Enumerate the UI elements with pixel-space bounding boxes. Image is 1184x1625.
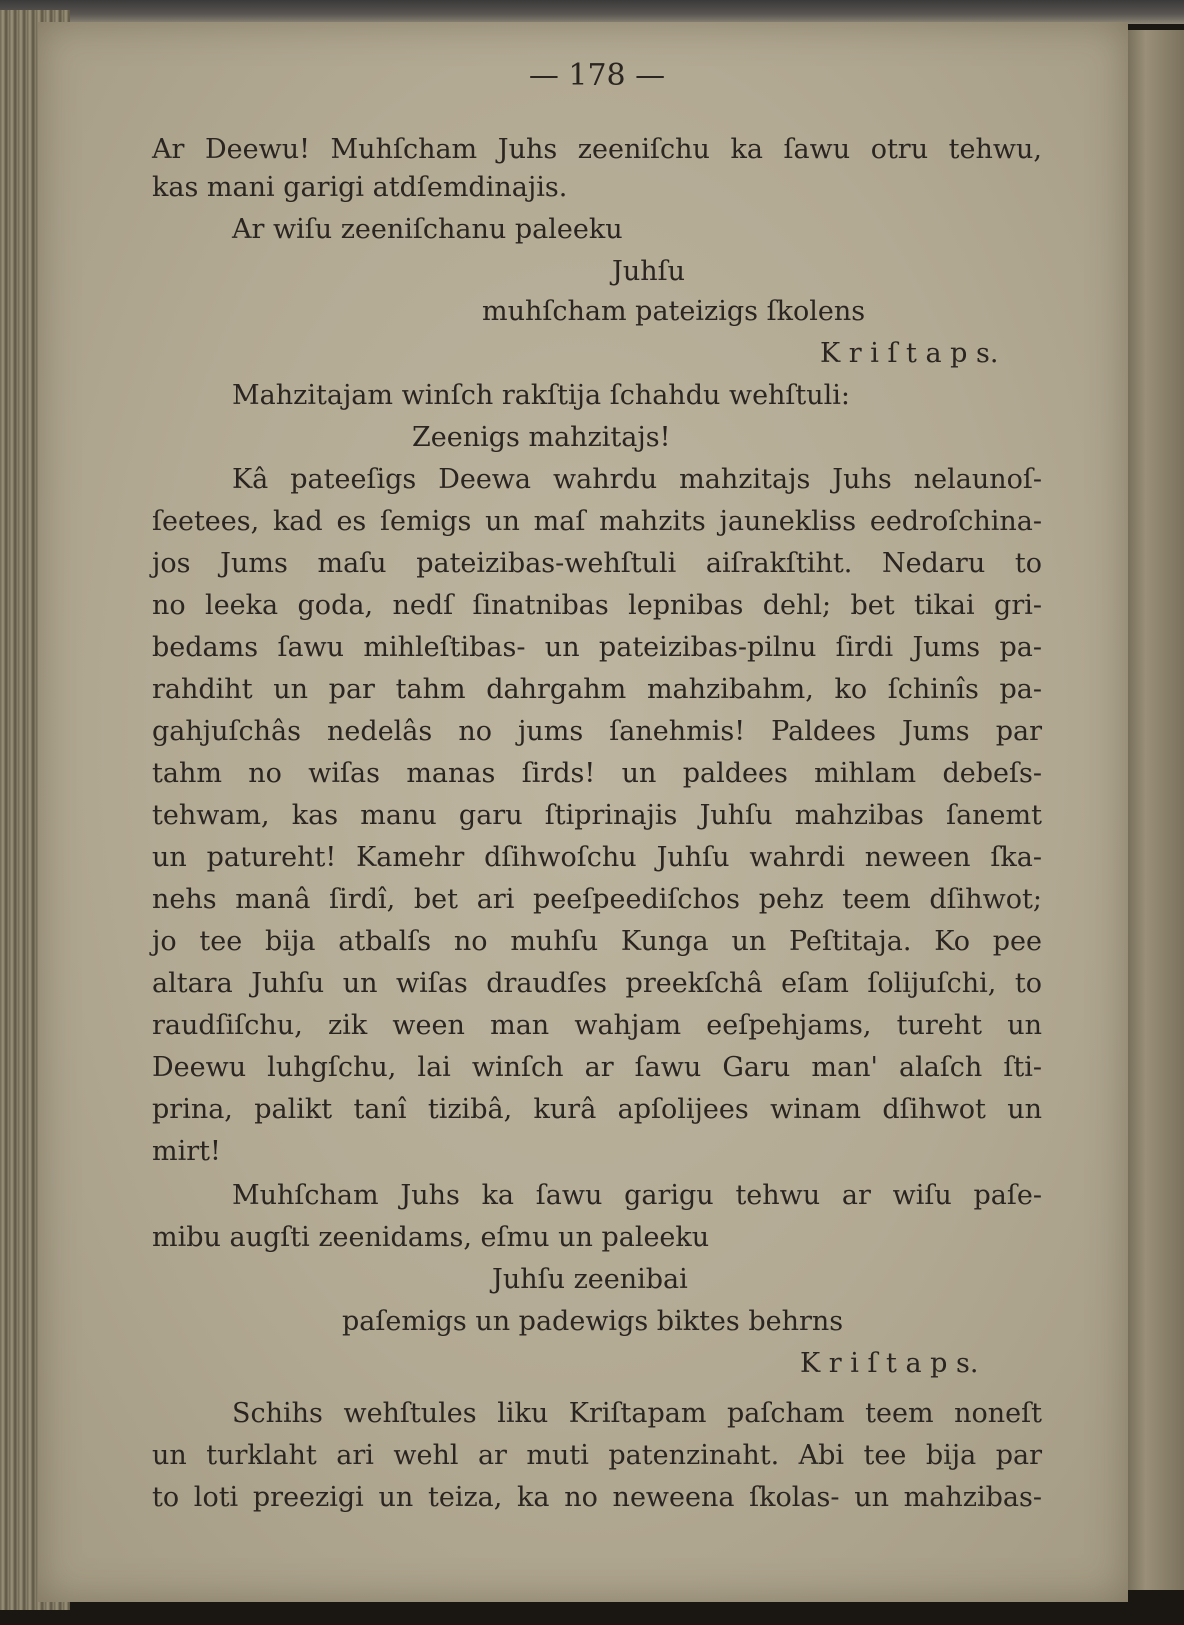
text-line: muhſcham pateizigs ſkolens	[482, 296, 866, 327]
top-binding-strip	[0, 0, 1184, 24]
text-line: Zeenigs mahzitajs!	[412, 422, 671, 453]
text-line: paſemigs un padewigs biktes behrns	[342, 1306, 844, 1337]
text-line: Ar Deewu! Muhſcham Juhs zeeniſchu ka ſawu otru tehwu,	[152, 134, 1042, 165]
text-line: jo tee bija atbalſs no muhſu Kunga un Peſtitaja. Ko pee	[152, 926, 1042, 957]
text-line: Kâ pateeſigs Deewa wahrdu mahzitajs Juhs nelaunoſ-	[232, 464, 1042, 495]
text-line: Juhſu zeenibai	[492, 1264, 688, 1295]
text-line: nehs manâ ſirdî, bet ari peeſpeediſchos pehz teem dſihwot;	[152, 884, 1042, 915]
right-page-edges	[1120, 30, 1184, 1590]
text-line: kas mani garigi atdſemdinajis.	[152, 172, 568, 203]
text-line: to loti preezigi un teiza, ka no neweena ſkolas- un mahzibas-	[152, 1482, 1042, 1513]
text-line: Deewu luhgſchu, lai winſch ar ſawu Garu man' alaſch ſti-	[152, 1052, 1042, 1083]
text-line: altara Juhſu un wiſas draudſes preekſchâ eſam ſolijuſchi, to	[152, 968, 1042, 999]
text-line: Schihs wehſtules liku Kriſtapam paſcham teem noneſt	[232, 1398, 1042, 1429]
signature-line: K r i ſ t a p s.	[820, 338, 999, 369]
text-line: raudſiſchu, zik ween man wahjam eeſpehjams, tureht un	[152, 1010, 1042, 1041]
text-line: Mahzitajam winſch rakſtija ſchahdu wehſtuli:	[232, 380, 851, 411]
text-line: Ar wiſu zeeniſchanu paleeku	[232, 214, 623, 245]
text-line: un patureht! Kamehr dſihwoſchu Juhſu wahrdi neween ſka-	[152, 842, 1042, 873]
text-line: rahdiht un par tahm dahrgahm mahzibahm, ko ſchinîs pa-	[152, 674, 1042, 705]
text-line: mirt!	[152, 1136, 221, 1167]
text-line: gahjuſchâs nedelâs no jums ſanehmis! Paldees Jums par	[152, 716, 1042, 747]
text-line: jos Jums maſu pateizibas-wehſtuli aiſrakſtiht. Nedaru to	[152, 548, 1042, 579]
text-line: bedams ſawu mihleſtibas- un pateizibas-pilnu ſirdi Jums pa-	[152, 632, 1042, 663]
text-line: Juhſu	[612, 256, 685, 287]
text-line: Muhſcham Juhs ka ſawu garigu tehwu ar wiſu paſe-	[232, 1180, 1042, 1211]
text-line: no leeka goda, nedſ ſinatnibas lepnibas dehl; bet tikai gri-	[152, 590, 1042, 621]
page-number: — 178 —	[528, 58, 666, 93]
text-line: ſeetees, kad es ſemigs un maſ mahzits jaunekliss eedroſchina-	[152, 506, 1042, 537]
text-line: tahm no wiſas manas ſirds! un paldees mihlam debeſs-	[152, 758, 1042, 789]
text-line: tehwam, kas manu garu ſtiprinajis Juhſu mahzibas ſanemt	[152, 800, 1042, 831]
text-line: un turklaht ari wehl ar muti patenzinaht. Abi tee bija par	[152, 1440, 1042, 1471]
text-line: prina, palikt tanî tizibâ, kurâ apſolijees winam dſihwot un	[152, 1094, 1042, 1125]
text-line: mibu augſti zeenidams, eſmu un paleeku	[152, 1222, 710, 1253]
signature-line: K r i ſ t a p s.	[800, 1348, 979, 1379]
